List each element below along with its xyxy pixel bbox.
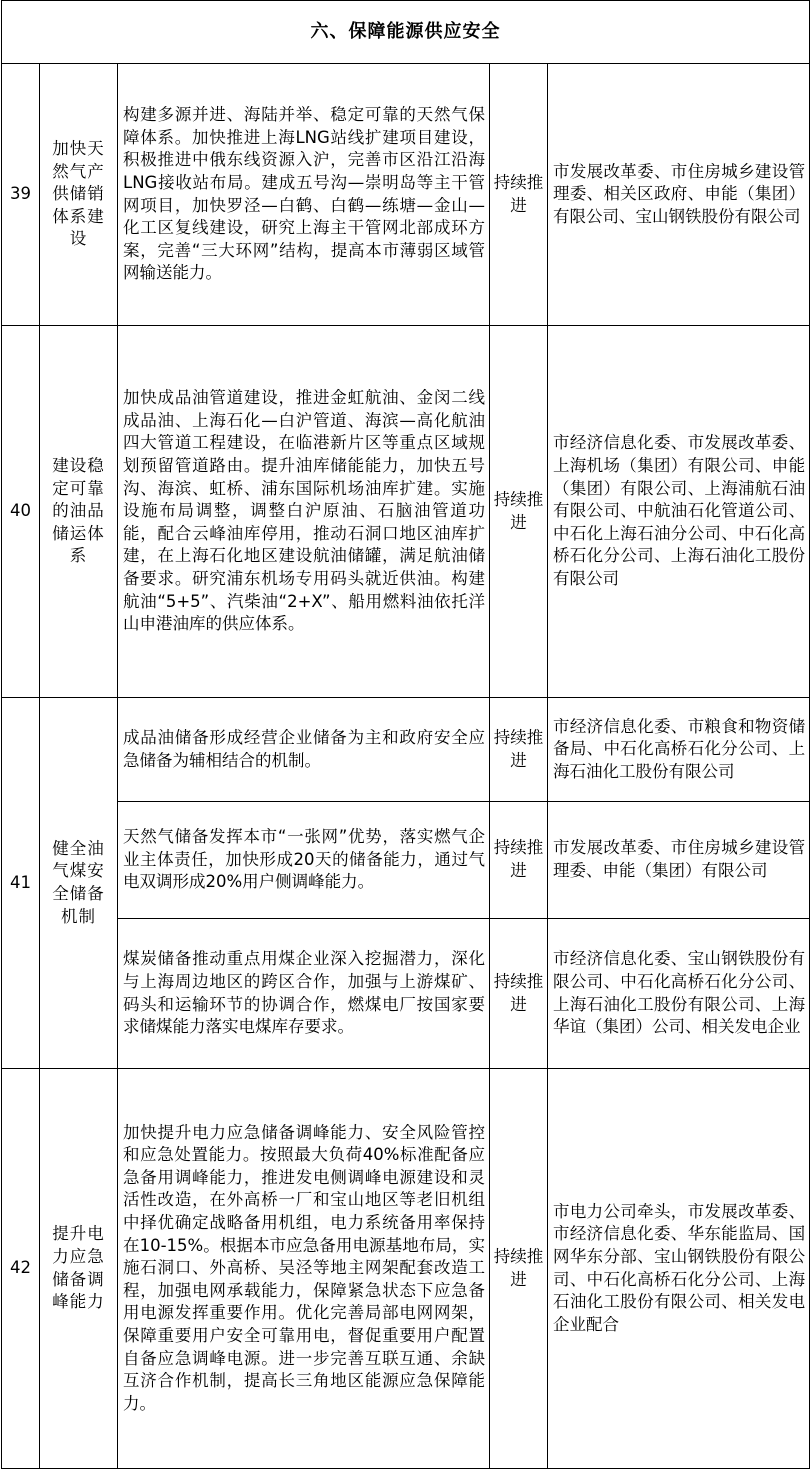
- row-number: 40: [2, 326, 40, 698]
- task-content: 加快提升电力应急储备调峰能力、安全风险管控和应急处置能力。按照最大负荷40%标准配备应急备用调峰能力，推进发电侧调峰电源建设和灵活性改造，在外高桥一厂和宝山地区等老旧机组中择优确定战略备用机组，电力系统备用率保持在10-15%。根据本市应急备用电源基地布局，实施石洞口、外高桥、吴泾等地主网架配套改造工程，加强电网承载能力，保障紧急状态下应急备用电源发挥重要作用。优化完善局部电网网架，保障重要用户安全可靠用电，督促重要用户配置自备应急调峰电源。进一步完善互联互通、余缺互济合作机制，提高长三角地区能源应急保障能力。: [118, 1069, 490, 1469]
- task-status: 持续推进: [490, 1069, 548, 1469]
- task-name: 健全油气煤安全储备机制: [40, 698, 118, 1069]
- table-row: [2, 1069, 810, 1469]
- task-status: 持续推进: [490, 326, 548, 698]
- task-name: 加快天然气产供储销体系建设: [40, 64, 118, 326]
- energy-security-table: [1, 0, 810, 1469]
- task-content: 煤炭储备推动重点用煤企业深入挖掘潜力，深化与上海周边地区的跨区合作，加强与上游煤矿、码头和运输环节的协调合作，燃煤电厂按国家要求储煤能力落实电煤库存要求。: [118, 919, 490, 1069]
- responsible-units: 市经济信息化委、宝山钢铁股份有限公司、中石化高桥石化分公司、上海石油化工股份有限公司、上海华谊（集团）公司、相关发电企业: [548, 919, 810, 1069]
- task-content: 天然气储备发挥本市“一张网”优势，落实燃气企业主体责任，加快形成20天的储备能力，通过气电双调形成20%用户侧调峰能力。: [118, 802, 490, 919]
- task-content: 加快成品油管道建设，推进金虹航油、金闵二线成品油、上海石化—白沪管道、海滨—高化航油四大管道工程建设，在临港新片区等重点区域规划预留管道路由。提升油库储能能力，加快五号沟、海滨、虹桥、浦东国际机场油库扩建。实施设施布局调整，调整白沪原油、石脑油管道功能，配合云峰油库停用，推动石洞口地区油库扩建，在上海石化地区建设航油储罐，满足航油储备要求。研究浦东机场专用码头就近供油。构建航油“5+5”、汽柴油“2+X”、船用燃料油依托洋山申港油库的供应体系。: [118, 326, 490, 698]
- responsible-units: 市经济信息化委、市发展改革委、上海机场（集团）有限公司、申能（集团）有限公司、上海浦航石油有限公司、中航油石化管道公司、中石化上海石油分公司、中石化高桥石化分公司、上海石油化工股份有限公司: [548, 326, 810, 698]
- table-subrow: [2, 802, 810, 919]
- section-title: 六、保障能源供应安全: [2, 1, 810, 64]
- task-name: 提升电力应急储备调峰能力: [40, 1069, 118, 1469]
- responsible-units: 市电力公司牵头，市发展改革委、市经济信息化委、华东能监局、国网华东分部、宝山钢铁股份有限公司、中石化高桥石化分公司、上海石油化工股份有限公司、相关发电企业配合: [548, 1069, 810, 1469]
- row-number: 41: [2, 698, 40, 1069]
- table-subrow: [2, 919, 810, 1069]
- task-content: 构建多源并进、海陆并举、稳定可靠的天然气保障体系。加快推进上海LNG站线扩建项目建设，积极推进中俄东线资源入沪，完善市区沿江沿海LNG接收站布局。建成五号沟—崇明岛等主干管网项目，加快罗泾—白鹤、白鹤—练塘—金山—化工区复线建设，研究上海主干管网北部成环方案，完善“三大环网”结构，提高本市薄弱区域管网输送能力。: [118, 64, 490, 326]
- task-status: 持续推进: [490, 64, 548, 326]
- responsible-units: 市经济信息化委、市粮食和物资储备局、中石化高桥石化分公司、上海石油化工股份有限公司: [548, 698, 810, 802]
- responsible-units: 市发展改革委、市住房城乡建设管理委、申能（集团）有限公司: [548, 802, 810, 919]
- section-header-row: [2, 1, 810, 64]
- table-row: [2, 326, 810, 698]
- row-number: 42: [2, 1069, 40, 1469]
- responsible-units: 市发展改革委、市住房城乡建设管理委、相关区政府、申能（集团）有限公司、宝山钢铁股份有限公司: [548, 64, 810, 326]
- task-content: 成品油储备形成经营企业储备为主和政府安全应急储备为辅相结合的机制。: [118, 698, 490, 802]
- table-row: [2, 64, 810, 326]
- task-name: 建设稳定可靠的油品储运体系: [40, 326, 118, 698]
- row-number: 39: [2, 64, 40, 326]
- task-status: 持续推进: [490, 802, 548, 919]
- task-status: 持续推进: [490, 698, 548, 802]
- task-status: 持续推进: [490, 919, 548, 1069]
- table-row: [2, 698, 810, 802]
